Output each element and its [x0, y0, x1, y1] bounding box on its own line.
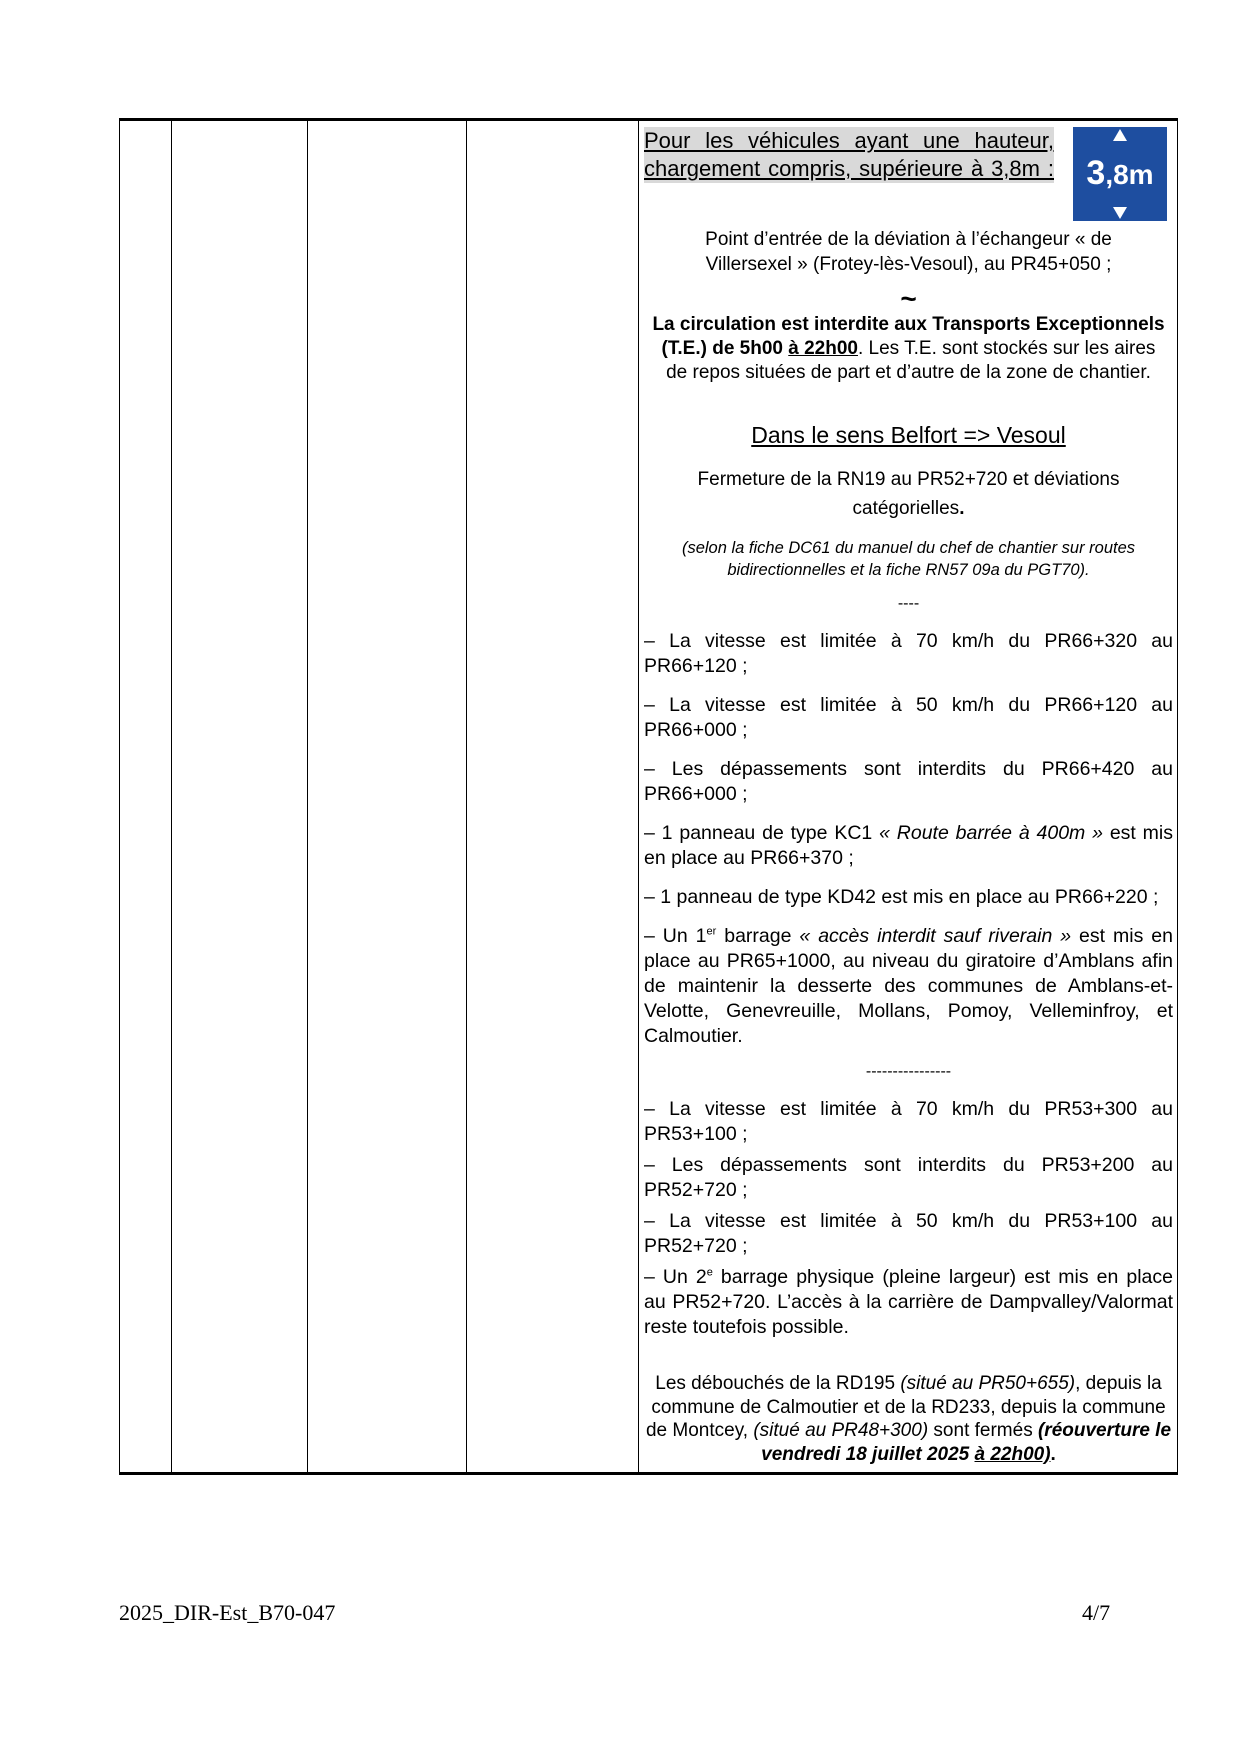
table-cell-empty-4: [467, 120, 639, 1474]
te-paragraph: La circulation est interdite aux Transports Exceptionnels (T.E.) de 5h00 à 22h00. Les T.E. sont stockés sur les aires de repos situées de part et d’autre de la zone de chantier.: [652, 314, 1165, 383]
height-limit-sign-icon: [1073, 127, 1167, 221]
table-row: [120, 120, 1178, 1474]
fermeture-text: Fermeture de la RN19 au PR52+720 et déviations catégorielles.: [697, 469, 1120, 519]
table-cell-content: [639, 120, 1178, 1474]
instructions-table: [119, 118, 1178, 1475]
list-item-barrage-2: – Un 2e barrage physique (pleine largeur) est mis en place au PR52+720. L’accès à la carrière de Dampvalley/Valormat reste toutefois possible.: [644, 1266, 1174, 1338]
list-item-kc1: – 1 panneau de type KC1 « Route barrée à 400m » est mis en place au PR66+370 ;: [644, 822, 1173, 869]
header-row: [644, 127, 1173, 221]
list-item-kd42: – 1 panneau de type KD42 est mis en place au PR66+220 ;: [644, 886, 1159, 908]
table-cell-empty-2: [172, 120, 308, 1474]
list-item: – Les dépassements sont interdits du PR66+420 au PR66+000 ;: [644, 758, 1173, 805]
sign-value-big: 3: [1086, 154, 1106, 192]
sign-value-small: ,8m: [1105, 159, 1154, 190]
page-number: 4/7: [1082, 1600, 1111, 1625]
table-cell-empty-1: [120, 120, 172, 1474]
list-item: – La vitesse est limitée à 70 km/h du PR53+300 au PR53+100 ;: [644, 1098, 1173, 1145]
list-item: – La vitesse est limitée à 50 km/h du PR53+100 au PR52+720 ;: [644, 1210, 1173, 1257]
footer-reference: 2025_DIR-Est_B70-047: [119, 1600, 336, 1625]
tilde-separator: ~: [900, 283, 917, 314]
list-item-barrage-1: – Un 1er barrage « accès interdit sauf riverain » est mis en place au PR65+1000, au niveau du giratoire d’Amblans afin de maintenir la desserte des communes de Amblans-et-Velotte, Genevreuille, Mollans, Pomoy, Velleminfroy, et Calmoutier.: [644, 925, 1173, 1047]
height-restriction-heading: Pour les véhicules ayant une hauteur, chargement compris, supérieure à 3,8m :: [644, 128, 1054, 181]
list-item: – La vitesse est limitée à 70 km/h du PR66+320 au PR66+120 ;: [644, 630, 1173, 677]
table-cell-empty-3: [308, 120, 467, 1474]
list-item: – Les dépassements sont interdits du PR53+200 au PR52+720 ;: [644, 1154, 1173, 1201]
section-title: Dans le sens Belfort => Vesoul: [751, 422, 1066, 448]
list-item: – La vitesse est limitée à 50 km/h du PR66+120 au PR66+000 ;: [644, 694, 1173, 741]
arrow-up-icon: [1113, 129, 1127, 141]
separator-1: ----: [897, 595, 920, 612]
entry-point-text: Point d’entrée de la déviation à l’échangeur « de Villersexel » (Frotey-lès-Vesoul), au PR45+050 ;: [705, 229, 1112, 275]
debouches-paragraph: Les débouchés de la RD195 (situé au PR50+655), depuis la commune de Calmoutier et de la RD233, depuis la commune de Montcey, (situé au PR48+300) sont fermés (réouverture le vendredi 18 juillet 2025 à 22h00).: [645, 1373, 1172, 1465]
selon-note: (selon la fiche DC61 du manuel du chef de chantier sur routes bidirectionnelles et la fiche RN57 09a du PGT70).: [681, 539, 1136, 579]
separator-2: ----------------: [865, 1063, 952, 1080]
arrow-down-icon: [1113, 207, 1127, 219]
